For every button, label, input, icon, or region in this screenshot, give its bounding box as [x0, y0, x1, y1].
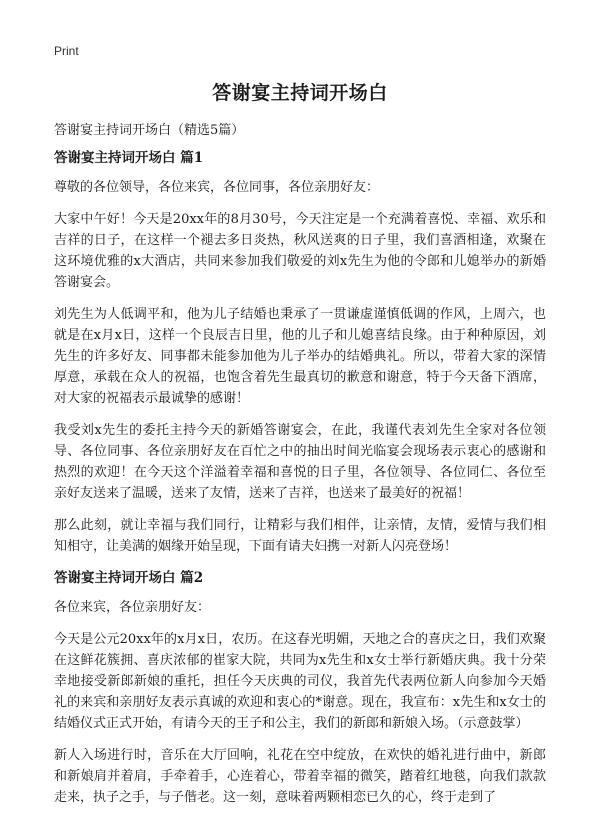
article-body — [54, 148, 546, 819]
page-title: 答谢宴主持词开场白 — [212, 82, 388, 104]
paragraph: 大家中午好！今天是20xx年的8月30号，今天注定是一个充满着喜悦、幸福、欢乐和吉祥的日子，在这样一个褪去多日炎热，秋风送爽的日子里，我们喜酒相逢，欢聚在这环境优雅的x大酒店，共同来参加我们敬爱的刘x先生为他的令郎和儿媳举办的新婚答谢宴会。 — [54, 212, 546, 290]
section-2 — [54, 568, 546, 808]
section-heading: 答谢宴主持词开场白 篇1 — [54, 150, 204, 166]
paragraph: 各位来宾，各位亲朋好友： — [54, 600, 211, 615]
paragraph: 今天是公元20xx年的x月x日，农历。在这春光明媚，天地之合的喜庆之日，我们欢聚在这鲜花簇拥、喜庆浓郁的崔家大院，共同为x先生和x女士举行新婚庆典。我十分荣幸地接受新郎新娘的重托，担任今天庆典的司仪，我首先代表两位新人向参加今天婚礼的来宾和亲朋好友表示真诚的欢迎和衷心的*谢意。现在，我宣布：x先生和x女士的结婚仪式正式开始，有请今天的王子和公主，我们的新郎和新娘入场。（示意鼓掌） — [54, 632, 546, 731]
page-subtitle: 答谢宴主持词开场白（精选5篇） — [54, 123, 245, 138]
paragraph: 刘先生为人低调平和，他为儿子结婚也秉承了一贯谦虚谨慎低调的作风，上周六，也就是在x月x日，这样一个良辰吉日里，他的儿子和儿媳喜结良缘。由于种种原因，刘先生的许多好友、同事都未能参加他为儿子举办的结婚典礼。所以，带着大家的深情厚意，承载在众人的祝福，也饱含着先生最真切的歉意和谢意，特于今天备下酒席，对大家的祝福表示最诚挚的感谢！ — [54, 307, 546, 406]
section-1 — [54, 148, 546, 557]
paragraph: 尊敬的各位领导，各位来宾，各位同事，各位亲朋好友： — [54, 180, 380, 195]
paragraph: 我受刘x先生的委托主持今天的新婚答谢宴会，在此，我谨代表刘先生全家对各位领导、各位同事、各位亲朋好友在百忙之中的抽出时间光临宴会现场表示衷心的感谢和热烈的欢迎！在今天这个洋溢着幸福和喜悦的日子里，各位领导、各位同仁、各位至亲好友送来了温暖，送来了友情，送来了吉祥，也送来了最美好的祝福！ — [54, 423, 546, 501]
paragraph: 新人入场进行时，音乐在大厅回响，礼花在空中绽放，在欢快的婚礼进行曲中，新郎和新娘肩并着肩，手牵着手，心连着心，带着幸福的微笑，踏着红地毯，向我们款款走来，执子之手，与子偕老。这一刻，意味着两颗相恋已久的心，终于走到了 — [54, 748, 546, 805]
print-link[interactable]: Print — [54, 44, 79, 58]
section-heading: 答谢宴主持词开场白 篇2 — [54, 570, 204, 586]
paragraph: 那么此刻，就让幸福与我们同行，让精彩与我们相伴，让亲情，友情，爱情与我们相知相守，让美满的姻缘开始呈现，下面有请夫妇携一对新人闪亮登场！ — [54, 518, 546, 554]
